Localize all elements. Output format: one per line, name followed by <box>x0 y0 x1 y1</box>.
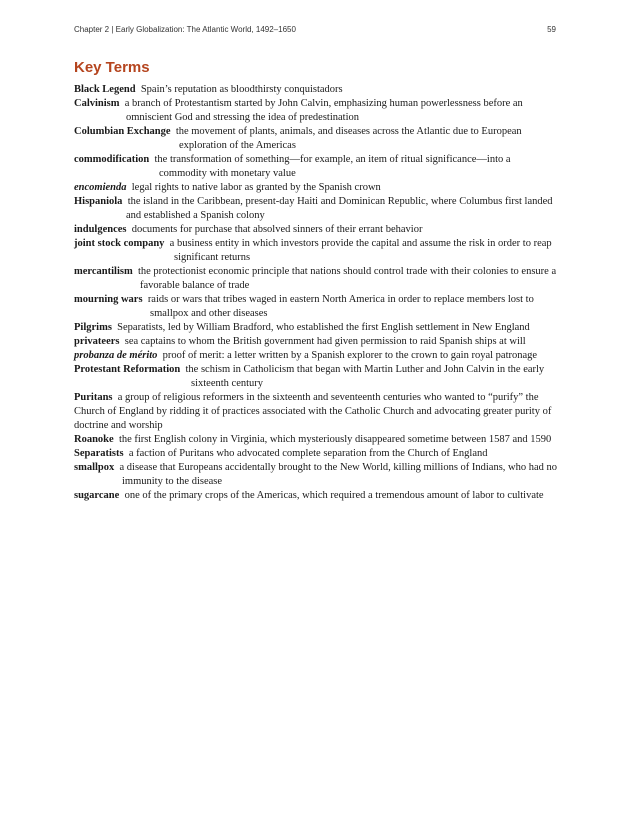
term-definition: a disease that Europeans accidentally brought to the New World, killing millions of Indians, who had no immunity to the disease <box>119 462 558 487</box>
term-definition: proof of merit: a letter written by a Spanish explorer to the crown to gain royal patronage <box>162 350 538 361</box>
term-entry <box>74 195 560 223</box>
term-entry <box>74 265 560 293</box>
term-entry <box>74 433 560 447</box>
term-entry <box>74 349 560 363</box>
term-name: encomienda <box>74 182 127 193</box>
term-definition: sea captains to whom the British government had given permission to raid Spanish ships at will <box>124 336 526 347</box>
term-definition: a branch of Protestantism started by John Calvin, emphasizing human powerlessness before an omniscient God and stressing the idea of predestination <box>124 98 523 123</box>
term-entry <box>74 293 560 321</box>
term-name: privateers <box>74 336 120 347</box>
term-definition: the protectionist economic principle that nations should control trade with their colonies to ensure a favorable balance of trade <box>137 266 557 291</box>
term-entry <box>74 181 560 195</box>
page-number: 59 <box>547 25 556 34</box>
term-name: Roanoke <box>74 434 114 445</box>
term-definition: Spain’s reputation as bloodthirsty conquistadors <box>140 84 343 95</box>
term-name: smallpox <box>74 462 115 473</box>
term-definition: legal rights to native labor as granted by the Spanish crown <box>131 182 381 193</box>
term-name: Puritans <box>74 392 113 403</box>
section-title: Key Terms <box>74 59 150 76</box>
term-name: indulgences <box>74 224 127 235</box>
term-name: sugarcane <box>74 490 120 501</box>
term-entry <box>74 335 560 349</box>
term-definition: the schism in Catholicism that began with Martin Luther and John Calvin in the early sixteenth century <box>185 364 545 389</box>
term-name: Separatists <box>74 448 124 459</box>
term-definition: one of the primary crops of the Americas, which required a tremendous amount of labor to cultivate <box>124 490 544 501</box>
term-name: Black Legend <box>74 84 136 95</box>
term-definition: the first English colony in Virginia, which mysteriously disappeared sometime between 1587 and 1590 <box>118 434 552 445</box>
key-terms-list <box>74 83 560 503</box>
term-entry <box>74 83 560 97</box>
term-name: commodification <box>74 154 150 165</box>
term-definition: the movement of plants, animals, and diseases across the Atlantic due to European exploration of the Americas <box>175 126 522 151</box>
term-entry <box>74 153 560 181</box>
term-entry <box>74 97 560 125</box>
term-definition: a business entity in which investors provide the capital and assume the risk in order to reap significant returns <box>169 238 552 263</box>
term-name: probanza de mérito <box>74 350 158 361</box>
term-entry <box>74 461 560 489</box>
term-entry <box>74 223 560 237</box>
term-name: Hispaniola <box>74 196 123 207</box>
term-name: mourning wars <box>74 294 143 305</box>
term-entry <box>74 391 560 433</box>
term-name: Pilgrims <box>74 322 112 333</box>
term-name: Columbian Exchange <box>74 126 171 137</box>
term-definition: the island in the Caribbean, present-day Haiti and Dominican Republic, where Columbus first landed and established a Spanish colony <box>126 196 553 221</box>
running-header <box>74 25 556 34</box>
term-name: Protestant Reformation <box>74 364 181 375</box>
term-entry <box>74 447 560 461</box>
term-definition: the transformation of something—for example, an item of ritual significance—into a commodity with monetary value <box>154 154 511 179</box>
term-name: mercantilism <box>74 266 133 277</box>
term-definition: a faction of Puritans who advocated complete separation from the Church of England <box>128 448 488 459</box>
term-definition: documents for purchase that absolved sinners of their errant behavior <box>131 224 423 235</box>
chapter-title: Chapter 2 | Early Globalization: The Atlantic World, 1492–1650 <box>74 25 296 34</box>
term-definition: a group of religious reformers in the sixteenth and seventeenth centuries who wanted to “purify” the Church of England by ridding it of practices associated with the Catholic Church and advocating greater purity of doctrine and worship <box>74 392 552 431</box>
term-definition: Separatists, led by William Bradford, who established the first English settlement in New England <box>117 322 530 333</box>
term-entry <box>74 321 560 335</box>
term-definition: raids or wars that tribes waged in eastern North America in order to replace members lost to smallpox and other diseases <box>147 294 534 319</box>
term-entry <box>74 489 560 503</box>
term-name: Calvinism <box>74 98 120 109</box>
term-entry <box>74 125 560 153</box>
term-entry <box>74 363 560 391</box>
term-name: joint stock company <box>74 238 165 249</box>
term-entry <box>74 237 560 265</box>
